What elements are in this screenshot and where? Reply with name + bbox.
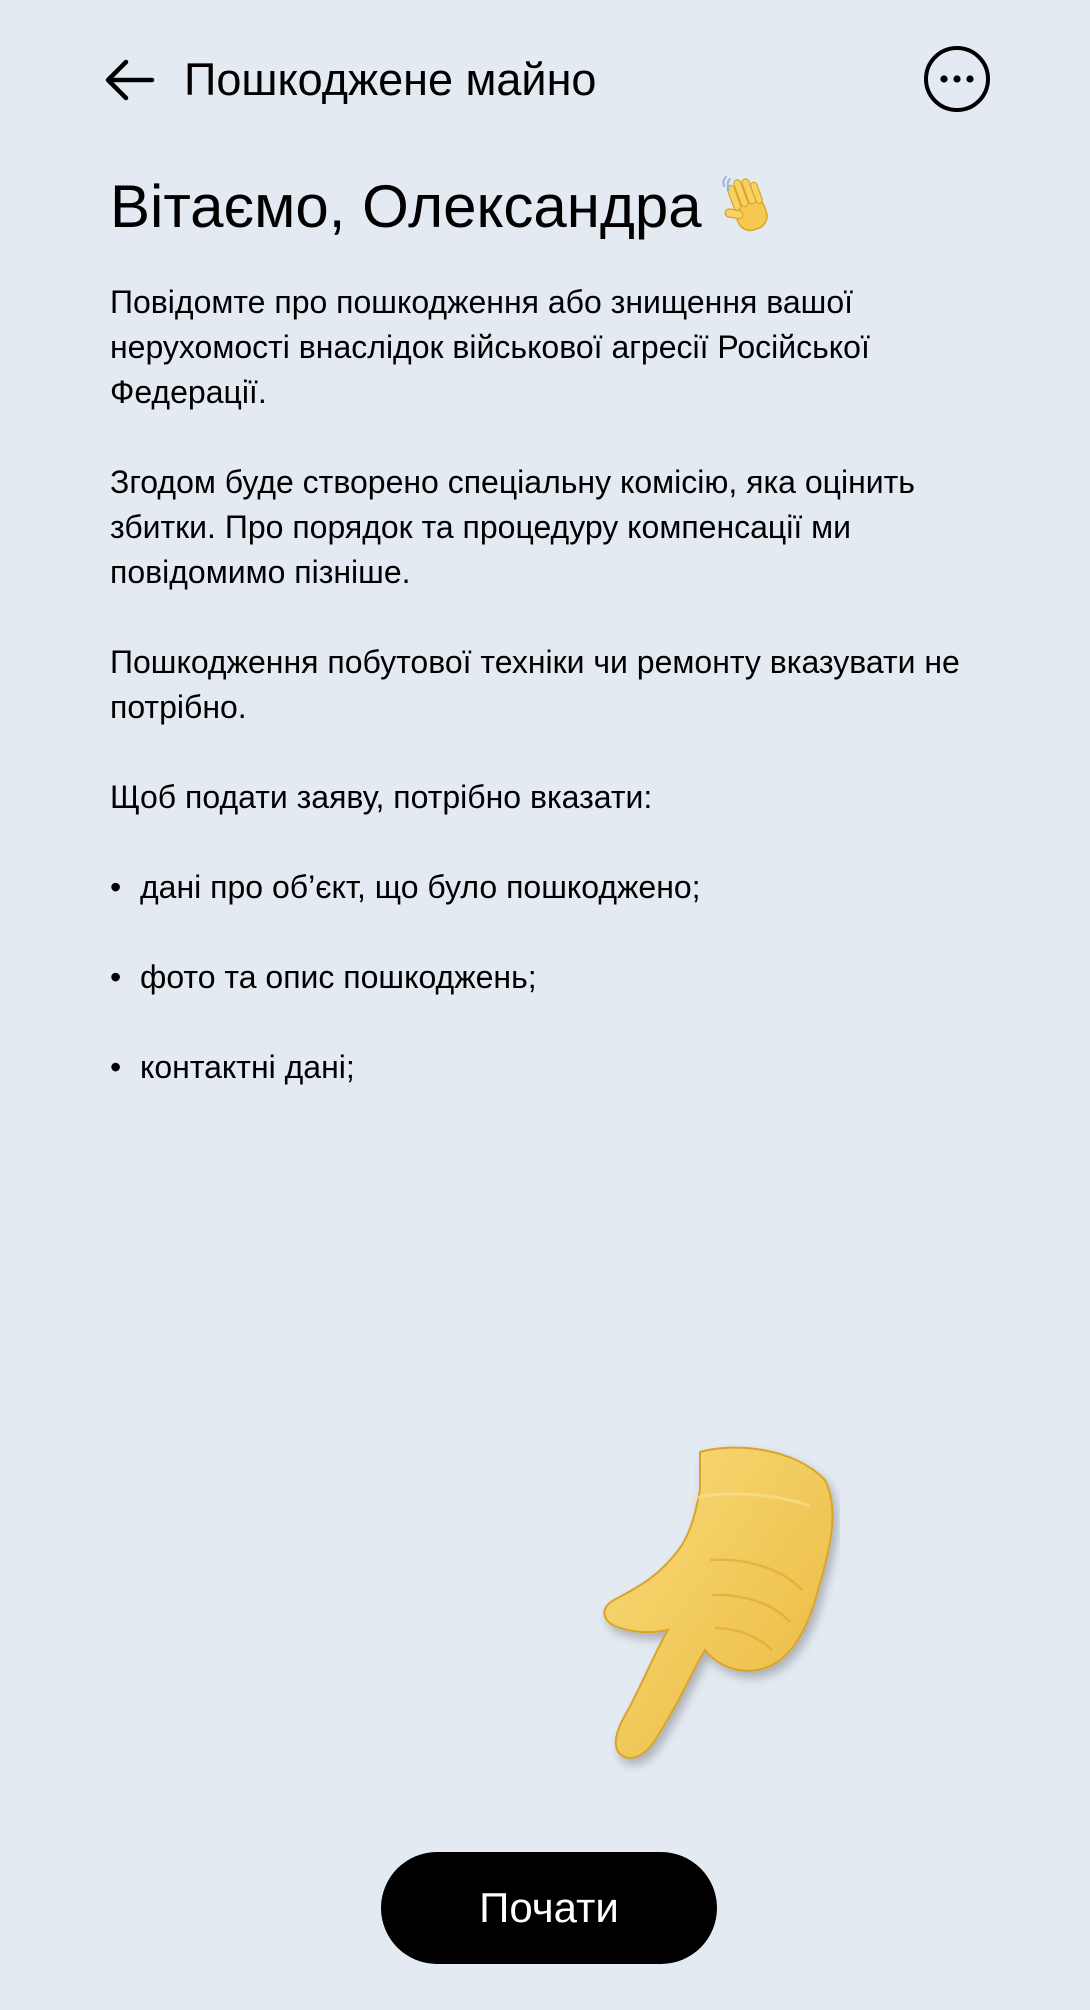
pointing-down-hand-icon <box>540 1440 840 1780</box>
back-button[interactable] <box>102 52 158 108</box>
bullet-icon: • <box>110 869 122 905</box>
more-button[interactable] <box>924 46 990 112</box>
list-item <box>110 955 990 1000</box>
requirements-list <box>110 865 990 1090</box>
requirements-intro: Щоб подати заяву, потрібно вказати: <box>110 779 653 815</box>
start-button[interactable]: Почати <box>381 1852 717 1964</box>
info-text <box>110 280 990 1135</box>
list-item <box>110 1045 990 1090</box>
bullet-icon: • <box>110 1049 122 1085</box>
list-item-text: контактні дані; <box>140 1049 355 1085</box>
list-item <box>110 865 990 910</box>
commission-paragraph: Згодом буде створено спеціальну комісію, яка оцінить збитки. Про порядок та процедуру компенсації ми повідомимо пізніше. <box>110 464 915 590</box>
greeting-text: Вітаємо, Олександра <box>110 173 702 240</box>
top-bar <box>0 0 1090 160</box>
more-horizontal-icon <box>939 74 975 84</box>
page-title: Пошкоджене майно <box>184 54 597 105</box>
bullet-icon: • <box>110 959 122 995</box>
list-item-text: фото та опис пошкоджень; <box>140 959 537 995</box>
list-item-text: дані про об’єкт, що було пошкоджено; <box>140 869 701 905</box>
intro-paragraph: Повідомте про пошкодження або знищення вашої нерухомості внаслідок військової агресії Російської Федерації. <box>110 284 870 410</box>
greeting-heading <box>110 168 780 246</box>
arrow-left-icon <box>104 58 156 102</box>
waving-hand-icon <box>720 176 780 238</box>
appliances-paragraph: Пошкодження побутової техніки чи ремонту вказувати не потрібно. <box>110 644 960 725</box>
